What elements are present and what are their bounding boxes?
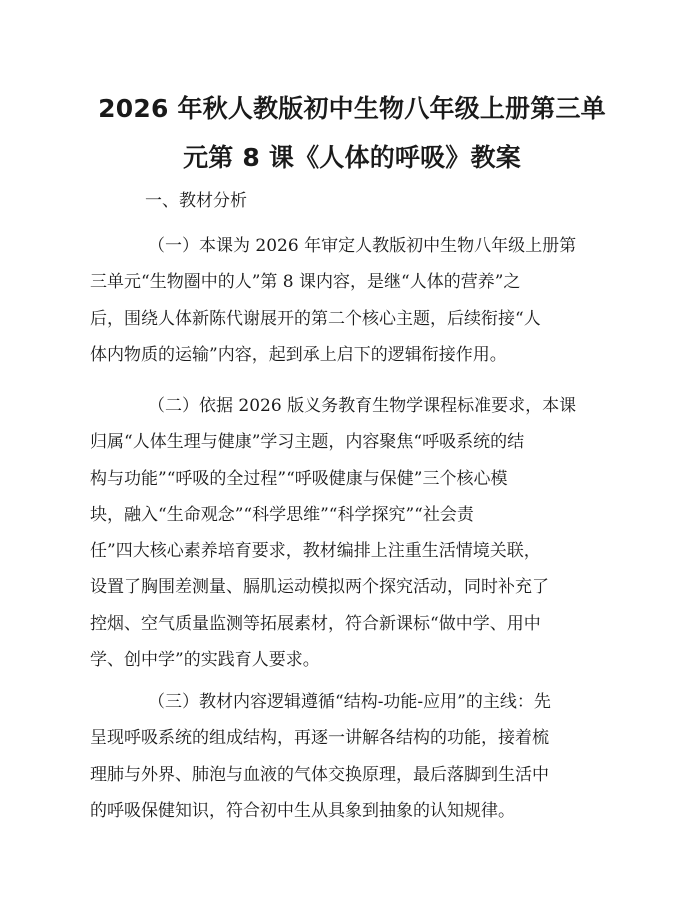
paragraph-line: 的呼吸保健知识，符合初中生从具象到抽象的认知规律。 [90, 800, 515, 821]
paragraph-line: （三）教材内容逻辑遵循“结构-功能-应用”的主线：先 [148, 692, 551, 712]
title-line: 元第 8 课《人体的呼吸》教案 [183, 143, 521, 172]
paragraph-line: 块，融入“生命观念”“科学思维”“科学探究”“社会责 [90, 504, 474, 525]
paragraph-line: 设置了胸围差测量、膈肌运动模拟两个探究活动，同时补充了 [90, 577, 549, 598]
document-title [92, 84, 612, 182]
paragraph-line: 学、创中学”的实践育人要求。 [90, 650, 320, 671]
paragraph-line: 后，围绕人体新陈代谢展开的第二个核心主题，后续衔接“人 [90, 308, 541, 329]
paragraph-line: （一）本课为 2026 年审定人教版初中生物八年级上册第 [148, 236, 577, 256]
paragraph-line: 任”四大核心素养培育要求，教材编排上注重生活情境关联， [90, 541, 541, 562]
section-heading: 一、教材分析 [145, 191, 247, 211]
paragraph-line: 理肺与外界、肺泡与血液的气体交换原理，最后落脚到生活中 [90, 764, 549, 785]
paragraph-line: 三单元“生物圈中的人”第 8 课内容，是继“人体的营养”之 [90, 272, 521, 293]
paragraph-line: 体内物质的运输”内容，起到承上启下的逻辑衔接作用。 [90, 344, 507, 365]
paragraph-1 [90, 228, 610, 373]
paragraph-line: 归属“人体生理与健康”学习主题，内容聚焦“呼吸系统的结 [90, 432, 525, 453]
paragraph-3 [90, 684, 610, 829]
paragraph-line: 控烟、空气质量监测等拓展素材，符合新课标“做中学、用中 [90, 613, 541, 634]
paragraph-line: 呈现呼吸系统的组成结构，再逐一讲解各结构的功能，接着梳 [90, 728, 549, 749]
paragraph-line: （二）依据 2026 版义务教育生物学课程标准要求，本课 [148, 396, 577, 416]
title-line: 2026 年秋人教版初中生物八年级上册第三单 [98, 94, 606, 123]
paragraph-line: 构与功能”“呼吸的全过程”“呼吸健康与保健”三个核心模 [90, 468, 508, 489]
paragraph-2 [90, 388, 610, 678]
